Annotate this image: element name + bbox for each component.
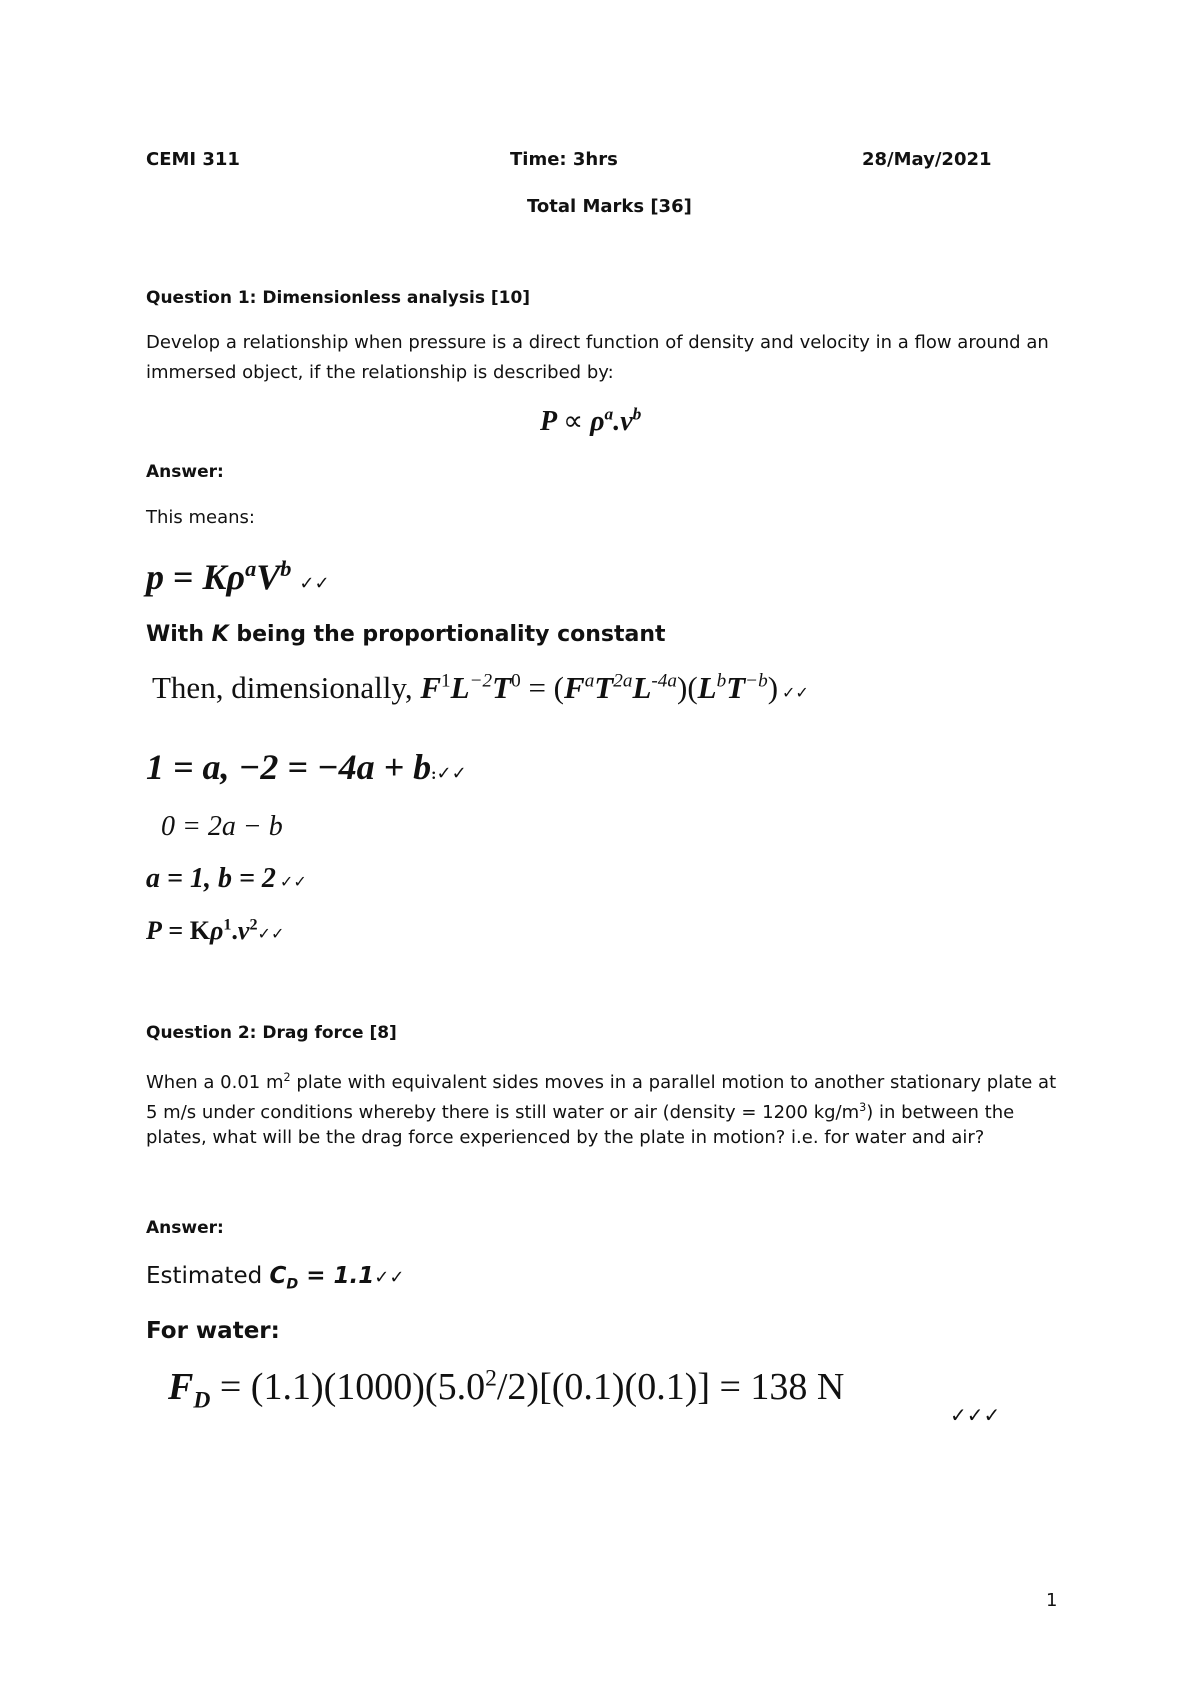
- page-number: 1: [1046, 1590, 1058, 1611]
- equation-time-balance: 0 = 2a − b: [161, 811, 283, 842]
- drag-force-equation: $F_D = (1.1)(1000)(5.0^2/2)[(0.1)(0.1)] = 138$ N: [168, 1365, 845, 1414]
- check-marks: ✓✓: [299, 573, 330, 594]
- question2-body-line1: When a 0.01 $m^2$ plate with equivalent sides moves in a parallel motion to another stationary plate at: [146, 1071, 1057, 1093]
- course-code: CEMI 311: [146, 149, 240, 170]
- total-marks: Total Marks [36]: [527, 196, 692, 217]
- check-marks: ✓✓✓: [950, 1403, 1001, 1427]
- question2-title: Question 2: Drag force [8]: [146, 1023, 397, 1043]
- answer-label-2: Answer:: [146, 1218, 224, 1238]
- equation-p-k-rho-v: $p = K\rho^aV^b✓✓$: [146, 556, 330, 597]
- proportionality-note: With K being the proportionality constant: [146, 622, 666, 647]
- question2-body-line3: plates, what will be the drag force experienced by the plate in motion? i.e. for water and air?: [146, 1127, 985, 1148]
- relation-equation: $P \propto \rho^a.v^b$: [540, 404, 642, 437]
- question1-body-line2: immersed object, if the relationship is described by:: [146, 362, 614, 383]
- exam-date: 28/May/2021: [862, 149, 992, 170]
- check-marks: ✓✓: [374, 1267, 405, 1288]
- check-marks: ✓✓: [279, 872, 307, 891]
- exam-time: Time: 3hrs: [510, 149, 618, 170]
- equation-final: $P = K\rho^1.v^2✓✓$: [146, 916, 285, 945]
- question1-body-line1: Develop a relationship when pressure is a direct function of density and velocity in a flow around an: [146, 332, 1049, 353]
- answer-label-1: Answer:: [146, 462, 224, 482]
- this-means: This means:: [146, 507, 255, 528]
- check-marks: ✓✓: [257, 924, 285, 943]
- for-water-label: For water:: [146, 1318, 280, 1344]
- question1-title: Question 1: Dimensionless analysis [10]: [146, 288, 531, 308]
- dimensional-equation: Then, dimensionally, $F^1L^{-2}T^0 = (F^aT^{2a}L^{-4a})(L^bT^{-b})$ ✓✓: [152, 670, 809, 705]
- question2-body-line2: 5 m/s under conditions whereby there is still water or air (density = 1200 $kg/m^3$) in between the: [146, 1101, 1015, 1123]
- equation-exponents: 1 = a, −2 = −4a + b:✓✓: [146, 747, 467, 787]
- equation-solution: a = 1, b = 2 ✓✓: [146, 863, 307, 894]
- check-marks: ✓✓: [782, 683, 809, 702]
- estimated-cd: Estimated $C_D$ = 1.1✓✓: [146, 1263, 405, 1293]
- check-marks: ✓✓: [436, 763, 467, 784]
